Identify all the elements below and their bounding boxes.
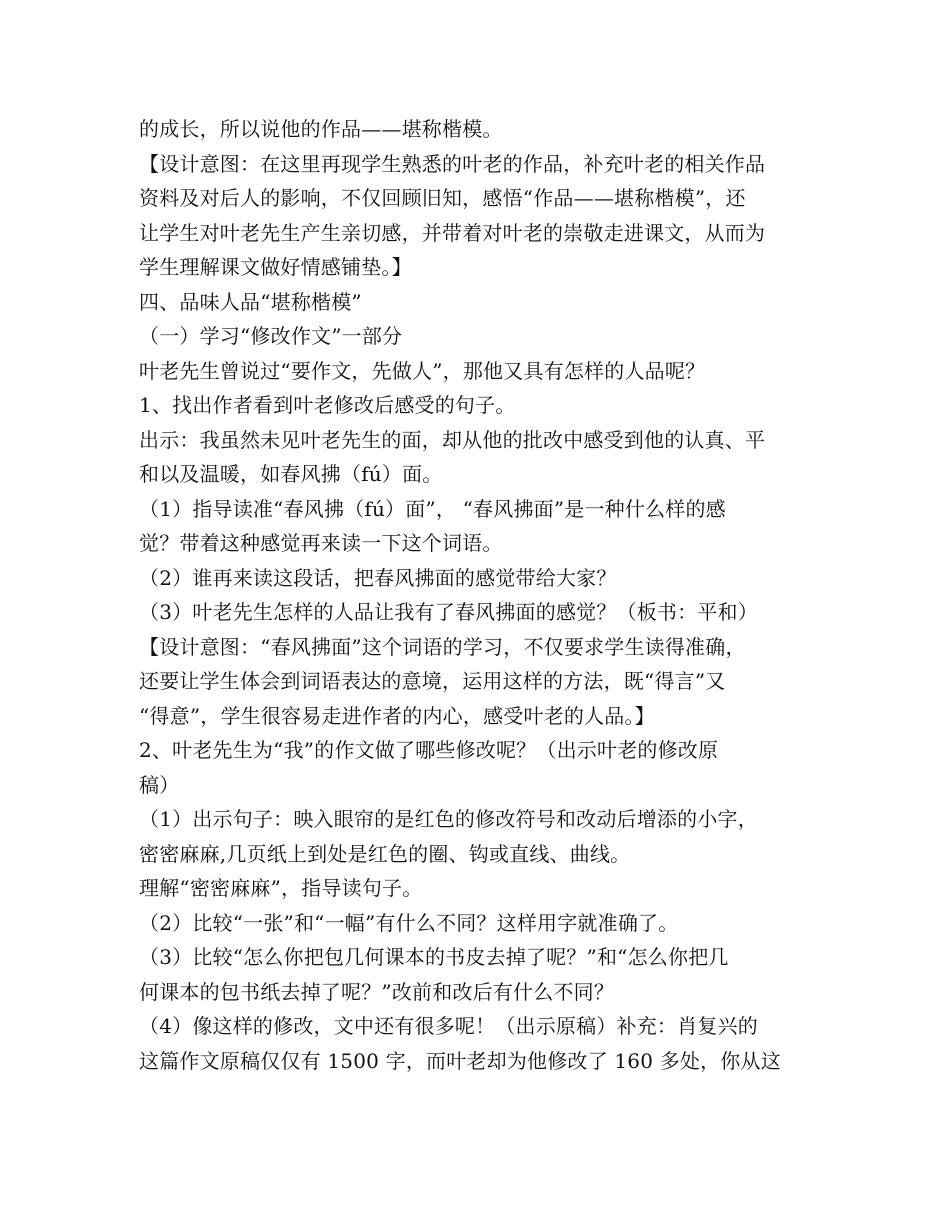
design-intent-line: 学生理解课文做好情感铺垫。】 [139, 255, 412, 279]
subsection-heading: （一）学习“修改作文”一部分 [139, 324, 403, 348]
design-intent-line: 还要让学生体会到词语表达的意境，运用这样的方法，既“得言”又 [139, 669, 726, 693]
text-line: 的成长，所以说他的作品——堪称楷模。 [139, 117, 503, 141]
text-line: 何课本的包书纸去掉了呢？”改前和改后有什么不同？ [139, 979, 615, 1004]
document-body [139, 112, 819, 1078]
text-line: （3）叶老先生怎样的人品让我有了春风拂面的感觉？（板书：平和） [139, 600, 758, 624]
step-line: 1、找出作者看到叶老修改后感受的句子。 [139, 393, 516, 417]
text-line: 这篇作文原稿仅仅有 1500 字，而叶老却为他修改了 160 多处，你从这 [139, 1048, 781, 1073]
design-intent-line: 【设计意图：在这里再现学生熟悉的叶老的作品，补充叶老的相关作品 [139, 151, 766, 176]
design-intent-line: “得意”，学生很容易走进作者的内心，感受叶老的人品。】 [139, 703, 655, 728]
text-line: 和以及温暖，如春风拂（fú）面。 [139, 462, 443, 486]
text-line: （2）比较“一张”和“一幅”有什么不同？这样用字就准确了。 [139, 910, 679, 935]
text-line: （4）像这样的修改，文中还有很多呢！（出示原稿）补充：肖复兴的 [139, 1014, 758, 1038]
text-line: （1）指导读准“春风拂（fú）面”， “春风拂面”是一种什么样的感 [139, 496, 726, 521]
text-line: 理解“密密麻麻”，指导读句子。 [139, 876, 423, 900]
text-line: （1）出示句子：映入眼帘的是红色的修改符号和改动后增添的小字， [139, 807, 758, 831]
text-line: 稿） [139, 772, 180, 797]
text-line: （2）谁再来读这段话，把春风拂面的感觉带给大家？ [139, 565, 617, 590]
text-line: 密密麻麻,几页纸上到处是红色的圈、钩或直线、曲线。 [139, 841, 631, 866]
section-heading: 四、品味人品“堪称楷模” [139, 289, 362, 314]
text-line: 出示：我虽然未见叶老先生的面，却从他的批改中感受到他的认真、平 [139, 427, 766, 452]
design-intent-line: 资料及对后人的影响，不仅回顾旧知，感悟“作品——堪称楷模”，还 [139, 186, 746, 210]
step-line: 2、叶老先生为“我”的作文做了哪些修改呢？（出示叶老的修改原 [139, 738, 719, 762]
design-intent-line: 让学生对叶老先生产生亲切感，并带着对叶老的崇敬走进课文，从而为 [139, 220, 766, 245]
text-line: 觉？带着这种感觉再来读一下这个词语。 [139, 531, 503, 555]
text-line: 叶老先生曾说过“要作文，先做人”，那他又具有怎样的人品呢？ [139, 358, 706, 383]
text-line: （3）比较“怎么你把包几何课本的书皮去掉了呢？”和“怎么你把几 [139, 945, 729, 969]
design-intent-line: 【设计意图：“春风拂面”这个词语的学习，不仅要求学生读得准确， [139, 634, 746, 659]
